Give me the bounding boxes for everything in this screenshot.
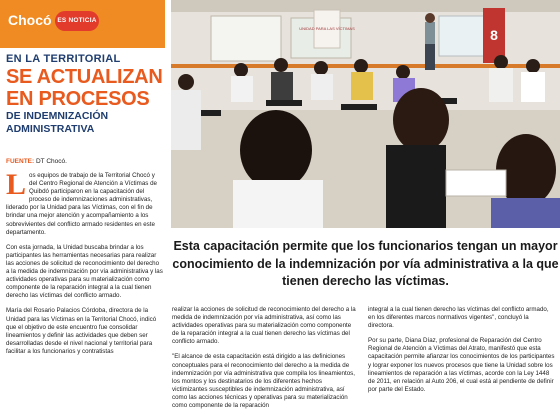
banner-right-text: 8 bbox=[490, 27, 498, 43]
news-badge: ES NOTICIA bbox=[55, 11, 99, 31]
source-value: DT Chocó. bbox=[35, 158, 67, 165]
paragraph-6: integral a la cual tienen derecho las víctimas del conflicto armado, en los diferentes marcos normativos vigentes", concluyó la directora. bbox=[368, 306, 549, 330]
training-session-photo bbox=[171, 0, 560, 228]
paragraph-7: Por su parte, Diana Díaz, profesional de Reparación del Centro Regional de Atención a Víctimas del Atrato, manifestó que esta capacitación permite afianzar los conocimientos de los participantes y lograr exponer los nuevos procesos que tiene la Unidad sobre los lineamientos de reparación a las víctimas, acorde con la Ley 1448 de 2011, en relación al Auto 206, el cual está al pendiente de definir por parte del Estado. bbox=[368, 337, 555, 393]
body-column-middle bbox=[172, 306, 356, 417]
paragraph-4: realizar la acciones de solicitud de reconocimiento del derecho a la medida de indemnización por vía administrativa, así como las actividades operativas para su materialización como componente de la reparación integral a la cual tienen derecho las víctimas del conflicto armado. bbox=[172, 306, 356, 346]
body-column-right bbox=[368, 306, 556, 401]
dropcap: L bbox=[6, 168, 27, 201]
body-column-left bbox=[6, 168, 164, 363]
paragraph-1: Los equipos de trabajo de la Territorial Chocó y del Centro Regional de Atención a Víctimas de Quibdó participaron en la capacitación del proceso de indemnizaciones administrativas, liderado por la Unidad para las Víctimas, con el fin de brindar una mejor atención y acompañamiento a los sobrevivientes del conflicto armado residentes en este departamento. bbox=[6, 168, 157, 236]
headline-line-1: EN LA TERRITORIAL bbox=[6, 53, 121, 65]
article-headline bbox=[6, 52, 166, 136]
paragraph-2: Con esta jornada, la Unidad buscaba brindar a los participantes las herramientas necesarias para realizar las acciones de solicitud de reconocimiento del derecho a la medida de indemnización por vía administrativa y las actividades operativas para su materialización como componente de la reparación integral a la cual tienen derecho las víctimas del conflicto armado. bbox=[6, 243, 163, 300]
section-tag-bar bbox=[0, 0, 165, 48]
pull-quote: Esta capacitación permite que los funcionarios tengan un mayor conocimiento de la indemnización por vía administrativa a la que tienen derecho las víctimas. bbox=[172, 239, 559, 288]
source-label: FUENTE: bbox=[6, 158, 35, 165]
paragraph-3: María del Rosario Palacios Córdoba, directora de la Unidad para las Víctimas en la Territorial Chocó, indicó que el objetivo de este encuentro fue consolidar lineamientos y definir las actividades que deben ser desarrolladas desde el nivel nacional y territorial para facilitar a los funcionarios y contratistas bbox=[6, 307, 157, 355]
photo-illustration bbox=[171, 0, 560, 228]
banner-left-text: UNIDAD PARA LAS VÍCTIMAS bbox=[299, 26, 355, 31]
headline-line-4: DE INDEMNIZACIÓN bbox=[6, 110, 109, 122]
headline-line-2: SE ACTUALIZAN bbox=[6, 66, 163, 88]
region-label: Chocó bbox=[8, 12, 52, 28]
headline-line-3: EN PROCESOS bbox=[6, 88, 150, 110]
paragraph-5: "El alcance de esta capacitación está dirigido a las definiciones conceptuales para el reconocimiento del derecho a la medida de indemnización por vía administrativa que compila los lineamientos, los montos y los destinatarios de los diferentes hechos victimizantes susceptibles de indemnización administrativa, así como las acciones técnicas y operativas para su materialización como componente de la reparación bbox=[172, 353, 355, 410]
source-line bbox=[6, 158, 67, 165]
headline-line-5: ADMINISTRATIVA bbox=[6, 123, 95, 135]
